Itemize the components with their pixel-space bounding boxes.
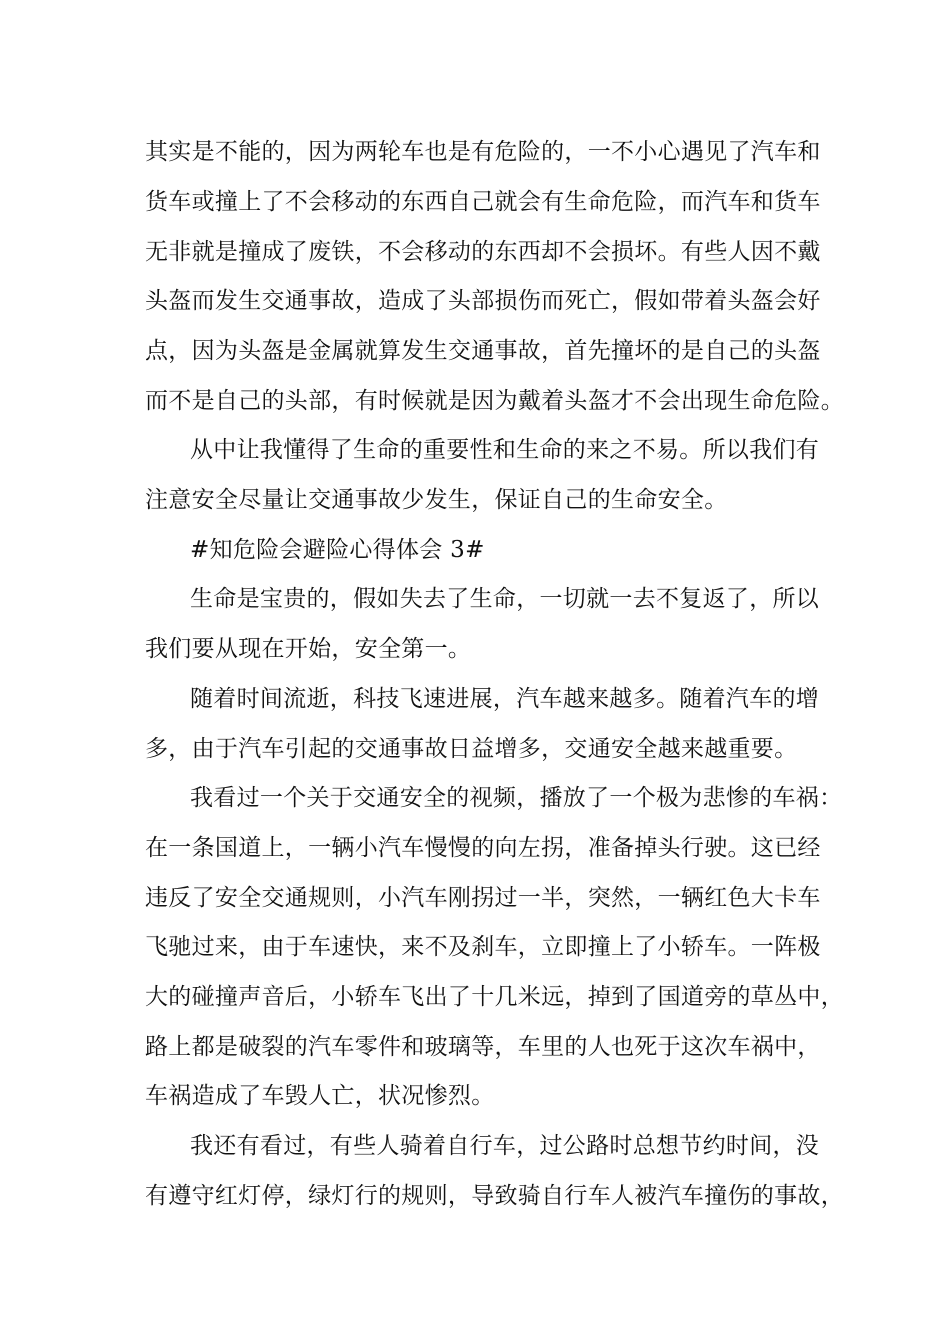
text-line: 违反了安全交通规则，小汽车刚拐过一半，突然，一辆红色大卡车 [145, 885, 821, 911]
paragraph-first-line: 生命是宝贵的，假如失去了生命，一切就一去不复返了，所以 [190, 586, 820, 612]
paragraph-first-line: 我看过一个关于交通安全的视频，播放了一个极为悲惨的车祸： [190, 785, 843, 811]
text-line: 多，由于汽车引起的交通事故日益增多，交通安全越来越重要。 [145, 736, 798, 762]
text-line: 点，因为头盔是金属就算发生交通事故，首先撞坏的是自己的头盔 [145, 338, 821, 364]
text-line: 注意安全尽量让交通事故少发生，保证自己的生命安全。 [145, 487, 728, 513]
section-heading: #知危险会避险心得体会 3# [190, 537, 485, 563]
paragraph-first-line: 随着时间流逝，科技飞速进展，汽车越来越多。随着汽车的增 [190, 686, 820, 712]
text-line: 货车或撞上了不会移动的东西自己就会有生命危险，而汽车和货车 [145, 189, 821, 215]
text-line: 飞驰过来，由于车速快，来不及刹车，立即撞上了小轿车。一阵极 [145, 934, 821, 960]
text-line: 路上都是破裂的汽车零件和玻璃等，车里的人也死于这次车祸中， [145, 1034, 821, 1060]
paragraph-first-line: 从中让我懂得了生命的重要性和生命的来之不易。所以我们有 [190, 437, 820, 463]
paragraph-first-line: 我还有看过，有些人骑着自行车，过公路时总想节约时间，没 [190, 1133, 820, 1159]
text-line: 车祸造成了车毁人亡，状况惨烈。 [145, 1083, 495, 1109]
text-line: 大的碰撞声音后，小轿车飞出了十几米远，掉到了国道旁的草丛中， [145, 984, 844, 1010]
text-line: 无非就是撞成了废铁，不会移动的东西却不会损坏。有些人因不戴 [145, 239, 821, 265]
text-line: 其实是不能的，因为两轮车也是有危险的，一不小心遇见了汽车和 [145, 139, 821, 165]
text-line: 头盔而发生交通事故，造成了头部损伤而死亡，假如带着头盔会好 [145, 288, 821, 314]
text-line: 而不是自己的头部，有时候就是因为戴着头盔才不会出现生命危险。 [145, 388, 844, 414]
text-line: 有遵守红灯停，绿灯行的规则，导致骑自行车人被汽车撞伤的事故， [145, 1183, 844, 1209]
text-line: 我们要从现在开始，安全第一。 [145, 636, 472, 662]
text-line: 在一条国道上，一辆小汽车慢慢的向左拐，准备掉头行驶。这已经 [145, 835, 821, 861]
